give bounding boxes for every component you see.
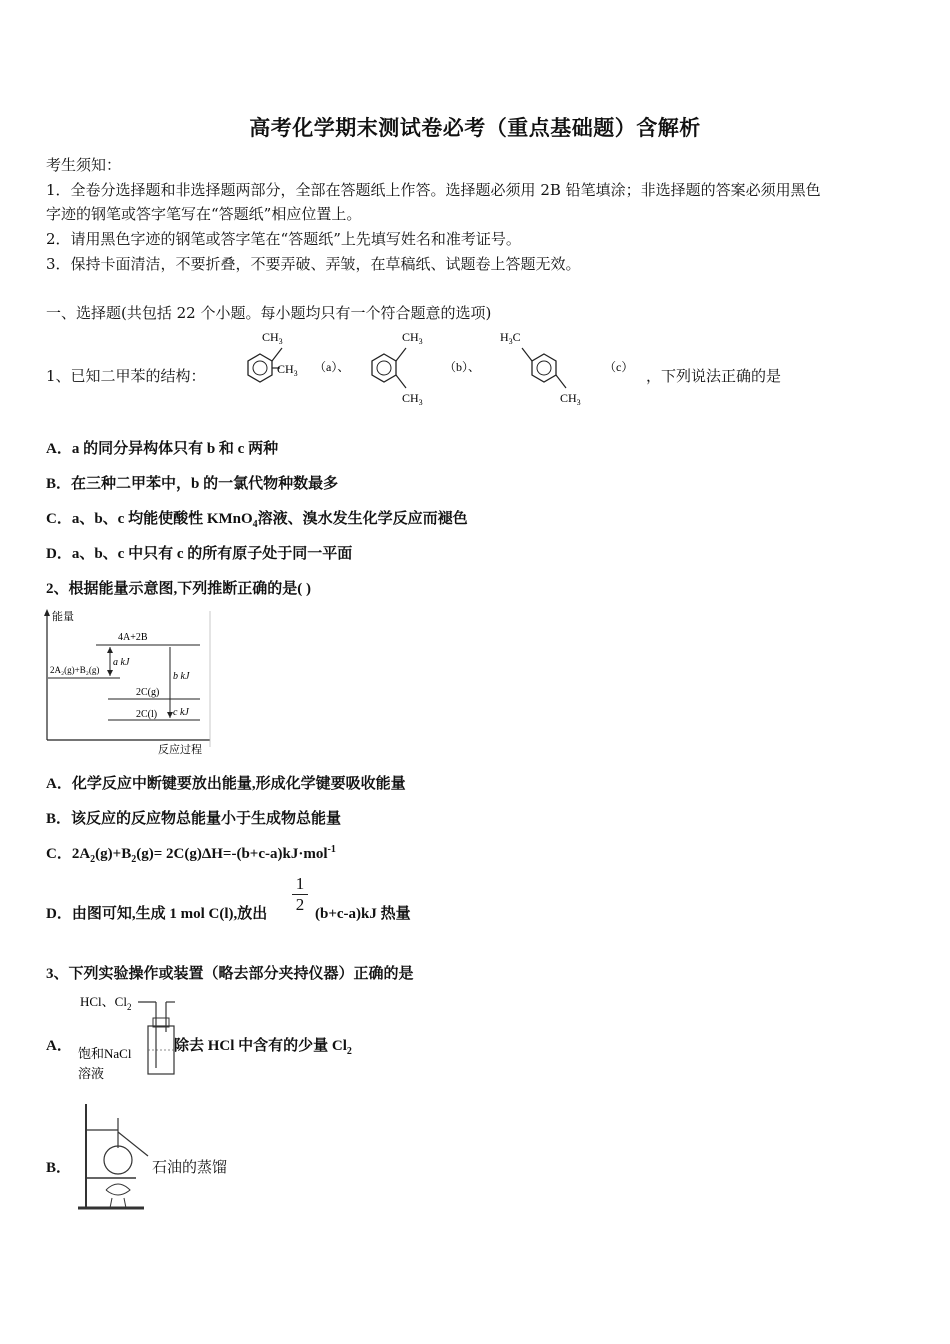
structure-b: [372, 330, 480, 407]
q2-option-b: B．该反应的反应物总能量小于生成物总能量: [46, 811, 342, 827]
q3-stem: 3、下列实验操作或装置（略去部分夹持仪器）正确的是: [46, 966, 414, 982]
q1-option-c: C．a、b、c 均能使酸性 KMnO$_4$溶液、溴水发生化学反应而褪色: [46, 511, 468, 530]
notice-line-3: 3．保持卡面清洁，不要折叠，不要弄破、弄皱，在草稿纸、试题卷上答题无效。: [46, 255, 581, 273]
q3-option-b-text: 石油的蒸馏: [152, 1160, 228, 1176]
notice-heading: 考生须知：: [46, 156, 122, 174]
ch3-b1: CH: [402, 330, 419, 344]
notice-line-1b: 字迹的钢笔或答字笔写在“答题纸”相应位置上。: [46, 205, 362, 223]
gas-label: HCl、Cl: [80, 994, 127, 1009]
svg-text:H3C: $H_3C$: [500, 330, 521, 346]
q1-stem: 1、已知二甲苯的结构：: [46, 367, 206, 385]
q1-option-b: B．在三种二甲苯中，b 的一氯代物种数最多: [46, 476, 339, 492]
q3-option-a-text: 除去 HCl 中含有的少量 $Cl_2$: [174, 1038, 352, 1057]
energy-diagram: [40, 607, 215, 759]
q2-option-d-tail: (b+c-a)kJ 热量: [315, 906, 411, 922]
q3-option-a-label: A．: [46, 1038, 72, 1054]
svg-text:HCl、Cl2: HCl、$Cl_2$: [80, 994, 132, 1012]
xylene-structures: [222, 326, 652, 408]
solution-label-1: 饱和NaCl: [78, 1046, 132, 1061]
level-reactants: 2A₂(g)+B₂(g): [50, 665, 100, 675]
page-title: 高考化学期末测试卷必考（重点基础题）含解析: [249, 116, 701, 140]
svg-text:CH3: $CH_3$: [560, 391, 581, 407]
distillation-apparatus: [74, 1100, 154, 1214]
ch3-c: CH: [560, 391, 577, 405]
svg-text:CH3: $CH_3$: [402, 391, 423, 407]
notice-line-2: 2．请用黑色字迹的钢笔或答字笔在“答题纸”上先填写姓名和准考证号。: [46, 230, 521, 248]
h3c-c: H: [500, 330, 509, 344]
q1-tail: ，下列说法正确的是: [646, 367, 782, 385]
fraction-half: 1 2: [292, 874, 308, 915]
label-a-kj: a kJ: [113, 657, 130, 668]
label-b-kj: b kJ: [173, 671, 190, 682]
svg-text:CH3: $CH_3$: [402, 330, 423, 346]
solution-label-2: 溶液: [78, 1066, 105, 1081]
structure-c: [500, 330, 633, 407]
axis-process: 反应过程: [158, 744, 202, 756]
level-liquid: 2C(l): [136, 709, 158, 720]
svg-text:CH3: $CH_3$: [277, 362, 298, 378]
q2-option-a: A．化学反应中断键要放出能量,形成化学键要吸收能量: [46, 776, 406, 792]
section-heading: 一、选择题(共包括 22 个小题。每小题均只有一个符合题意的选项): [46, 304, 492, 322]
ch3-b2: CH: [402, 391, 419, 405]
notice-line-1a: 1．全卷分选择题和非选择题两部分，全部在答题纸上作答。选择题必须用 2B 铅笔填涂；非选择题的答案必须用黑色: [46, 181, 821, 199]
ch3-a2: CH: [277, 362, 294, 376]
gas-washing-bottle: [76, 990, 176, 1086]
q1-option-a: A．a 的同分异构体只有 b 和 c 两种: [46, 441, 279, 457]
svg-text:CH3: $CH_3$: [262, 330, 283, 346]
q2-stem: 2、根据能量示意图,下列推断正确的是( ): [46, 581, 311, 597]
q1-option-d: D．a、b、c 中只有 c 的所有原子处于同一平面: [46, 546, 353, 562]
ch3-a1: CH: [262, 330, 279, 344]
axis-energy: 能量: [52, 611, 74, 623]
label-c-kj: c kJ: [173, 707, 189, 718]
level-gas: 2C(g): [136, 687, 160, 698]
q2-option-d: D．由图可知,生成 1 mol C(l),放出: [46, 906, 268, 922]
structure-a: [248, 330, 349, 382]
q3-option-b-label: B．: [46, 1160, 72, 1176]
q2-option-c: C．$2A_2(g)+B_2(g)= 2C(g)\Delta H=-(b+c-a)kJ\cdot mol^{-1}$: [46, 844, 336, 865]
level-top: 4A+2B: [118, 632, 148, 643]
label-c: （c）: [604, 360, 634, 374]
label-a: （a）、: [314, 360, 350, 374]
label-b: （b）、: [444, 360, 481, 374]
